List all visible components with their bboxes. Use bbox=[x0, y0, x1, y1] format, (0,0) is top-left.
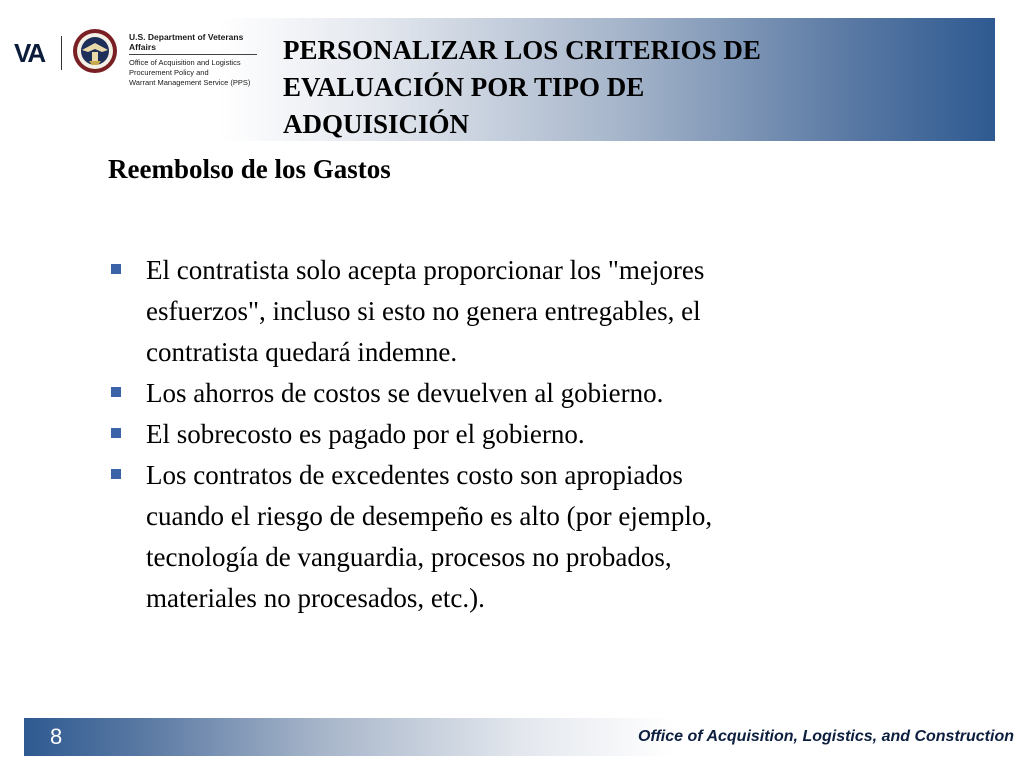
slide-title bbox=[283, 32, 883, 143]
slide-title-line: PERSONALIZAR LOS CRITERIOS DE bbox=[283, 35, 761, 65]
org-block bbox=[129, 32, 257, 88]
bullet-line: contratista quedará indemne. bbox=[146, 337, 458, 367]
bullet-line: esfuerzos", incluso si esto no genera entregables, el bbox=[146, 296, 701, 326]
page-number: 8 bbox=[50, 724, 63, 749]
org-line-1: U.S. Department of Veterans Affairs bbox=[129, 32, 257, 55]
square-bullet-icon bbox=[111, 428, 121, 438]
footer-org-text: Office of Acquisition, Logistics, and Construction bbox=[637, 728, 1014, 745]
bullet-line: Los ahorros de costos se devuelven al gobierno. bbox=[146, 378, 664, 408]
square-bullet-icon bbox=[111, 469, 121, 479]
slide-title-line: ADQUISICIÓN bbox=[283, 109, 470, 139]
bullet-line: El sobrecosto es pagado por el gobierno. bbox=[146, 419, 585, 449]
logo-divider bbox=[61, 36, 62, 70]
org-line-3: Procurement Policy and bbox=[129, 68, 209, 77]
bullet-line: materiales no procesados, etc.). bbox=[146, 583, 485, 613]
section-subtitle: Reembolso de los Gastos bbox=[108, 154, 391, 184]
org-line-4: Warrant Management Service (PPS) bbox=[129, 78, 251, 87]
bullet-line: Los contratos de excedentes costo son apropiados bbox=[146, 460, 683, 490]
square-bullet-icon bbox=[111, 387, 121, 397]
slide-title-line: EVALUACIÓN POR TIPO DE bbox=[283, 72, 645, 102]
bullet-line: tecnología de vanguardia, procesos no probados, bbox=[146, 542, 672, 572]
org-line-2: Office of Acquisition and Logistics bbox=[129, 58, 241, 67]
bullet-item bbox=[108, 414, 908, 455]
square-bullet-icon bbox=[111, 264, 121, 274]
bullet-list bbox=[108, 250, 908, 619]
bullet-item bbox=[108, 455, 908, 619]
va-seal-icon bbox=[72, 28, 118, 74]
bullet-line: El contratista solo acepta proporcionar los "mejores bbox=[146, 255, 705, 285]
bullet-item bbox=[108, 250, 908, 373]
bullet-item bbox=[108, 373, 908, 414]
va-logo: VA bbox=[14, 38, 45, 68]
bullet-line: cuando el riesgo de desempeño es alto (por ejemplo, bbox=[146, 501, 713, 531]
